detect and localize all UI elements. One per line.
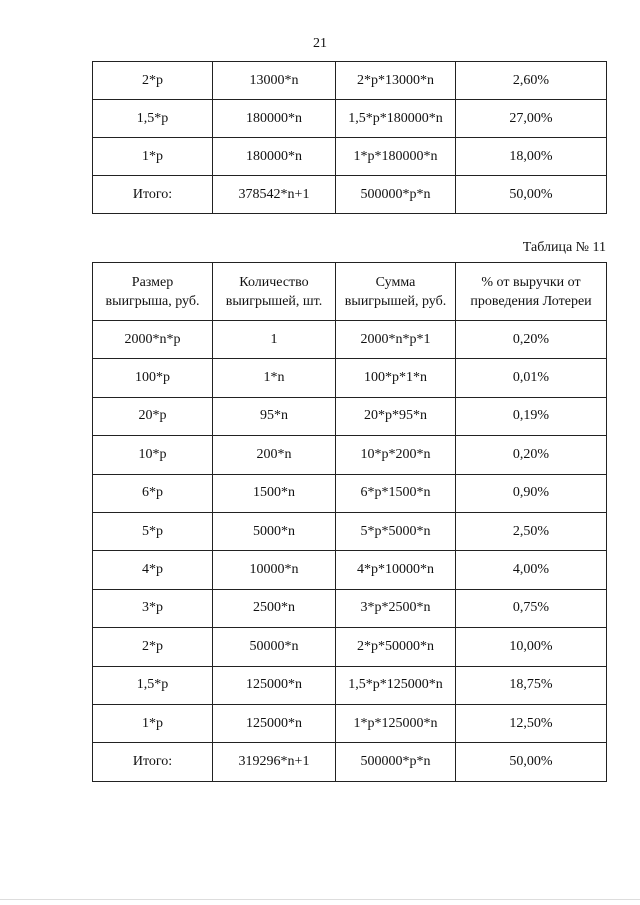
table-header-row <box>93 263 607 321</box>
table-row <box>93 436 607 474</box>
table-row <box>93 62 607 100</box>
header-prize-sum: Сумма выигрышей, руб. <box>336 263 456 321</box>
revenue-percent-cell: 2,50% <box>456 512 607 550</box>
table-row <box>93 743 607 781</box>
table-row <box>93 100 607 138</box>
revenue-percent-cell: 2,60% <box>456 62 607 100</box>
prize-sum-cell: 1,5*p*125000*n <box>336 666 456 704</box>
prize-count-cell: 180000*n <box>213 100 336 138</box>
prize-count-cell: 125000*n <box>213 666 336 704</box>
prize-count-cell: 200*n <box>213 436 336 474</box>
table-row <box>93 321 607 359</box>
table-row <box>93 704 607 742</box>
prize-sum-cell: 500000*p*n <box>336 743 456 781</box>
table-row <box>93 359 607 397</box>
prize-size-cell: 2*p <box>93 62 213 100</box>
prize-table-11-body <box>93 321 607 782</box>
prize-count-cell: 5000*n <box>213 512 336 550</box>
table-row <box>93 628 607 666</box>
prize-size-cell: 10*p <box>93 436 213 474</box>
prize-table-continued-body <box>93 62 607 214</box>
prize-count-cell: 378542*n+1 <box>213 176 336 214</box>
prize-count-cell: 125000*n <box>213 704 336 742</box>
prize-size-cell: 100*p <box>93 359 213 397</box>
header-prize-count: Количество выигрышей, шт. <box>213 263 336 321</box>
prize-count-cell: 2500*n <box>213 589 336 627</box>
prize-sum-cell: 20*p*95*n <box>336 397 456 435</box>
prize-count-cell: 95*n <box>213 397 336 435</box>
revenue-percent-cell: 0,01% <box>456 359 607 397</box>
prize-sum-cell: 100*p*1*n <box>336 359 456 397</box>
page-number: 21 <box>313 36 327 51</box>
table-row <box>93 512 607 550</box>
revenue-percent-cell: 0,75% <box>456 589 607 627</box>
prize-sum-cell: 1*p*180000*n <box>336 138 456 176</box>
prize-size-cell: 2000*n*p <box>93 321 213 359</box>
prize-sum-cell: 1,5*p*180000*n <box>336 100 456 138</box>
prize-count-cell: 50000*n <box>213 628 336 666</box>
prize-table-11 <box>92 262 607 782</box>
revenue-percent-cell: 0,90% <box>456 474 607 512</box>
table-row <box>93 138 607 176</box>
prize-size-cell: Итого: <box>93 743 213 781</box>
prize-count-cell: 10000*n <box>213 551 336 589</box>
revenue-percent-cell: 0,20% <box>456 321 607 359</box>
header-prize-size: Размер выигрыша, руб. <box>93 263 213 321</box>
prize-sum-cell: 3*p*2500*n <box>336 589 456 627</box>
table-row <box>93 551 607 589</box>
prize-size-cell: Итого: <box>93 176 213 214</box>
table-row <box>93 397 607 435</box>
revenue-percent-cell: 12,50% <box>456 704 607 742</box>
table-row <box>93 589 607 627</box>
prize-sum-cell: 10*p*200*n <box>336 436 456 474</box>
prize-sum-cell: 5*p*5000*n <box>336 512 456 550</box>
table-row <box>93 176 607 214</box>
prize-sum-cell: 500000*p*n <box>336 176 456 214</box>
revenue-percent-cell: 27,00% <box>456 100 607 138</box>
prize-size-cell: 3*p <box>93 589 213 627</box>
prize-sum-cell: 2000*n*p*1 <box>336 321 456 359</box>
prize-size-cell: 1,5*p <box>93 100 213 138</box>
prize-size-cell: 5*p <box>93 512 213 550</box>
revenue-percent-cell: 0,20% <box>456 436 607 474</box>
revenue-percent-cell: 18,00% <box>456 138 607 176</box>
prize-size-cell: 20*p <box>93 397 213 435</box>
table-row <box>93 666 607 704</box>
header-revenue-percent: % от выручки от проведения Лотереи <box>456 263 607 321</box>
revenue-percent-cell: 10,00% <box>456 628 607 666</box>
prize-sum-cell: 1*p*125000*n <box>336 704 456 742</box>
table-row <box>93 474 607 512</box>
revenue-percent-cell: 4,00% <box>456 551 607 589</box>
revenue-percent-cell: 0,19% <box>456 397 607 435</box>
prize-size-cell: 1*p <box>93 138 213 176</box>
prize-sum-cell: 2*p*50000*n <box>336 628 456 666</box>
table-caption: Таблица № 11 <box>522 240 606 255</box>
prize-count-cell: 180000*n <box>213 138 336 176</box>
prize-table-continued <box>92 61 607 214</box>
prize-count-cell: 1500*n <box>213 474 336 512</box>
prize-size-cell: 1,5*p <box>93 666 213 704</box>
revenue-percent-cell: 50,00% <box>456 743 607 781</box>
prize-size-cell: 1*p <box>93 704 213 742</box>
prize-count-cell: 1 <box>213 321 336 359</box>
revenue-percent-cell: 50,00% <box>456 176 607 214</box>
prize-size-cell: 4*p <box>93 551 213 589</box>
prize-sum-cell: 6*p*1500*n <box>336 474 456 512</box>
revenue-percent-cell: 18,75% <box>456 666 607 704</box>
prize-sum-cell: 2*p*13000*n <box>336 62 456 100</box>
prize-size-cell: 2*p <box>93 628 213 666</box>
prize-count-cell: 13000*n <box>213 62 336 100</box>
page-bottom-edge <box>0 899 640 900</box>
prize-sum-cell: 4*p*10000*n <box>336 551 456 589</box>
prize-count-cell: 319296*n+1 <box>213 743 336 781</box>
prize-count-cell: 1*n <box>213 359 336 397</box>
prize-size-cell: 6*p <box>93 474 213 512</box>
